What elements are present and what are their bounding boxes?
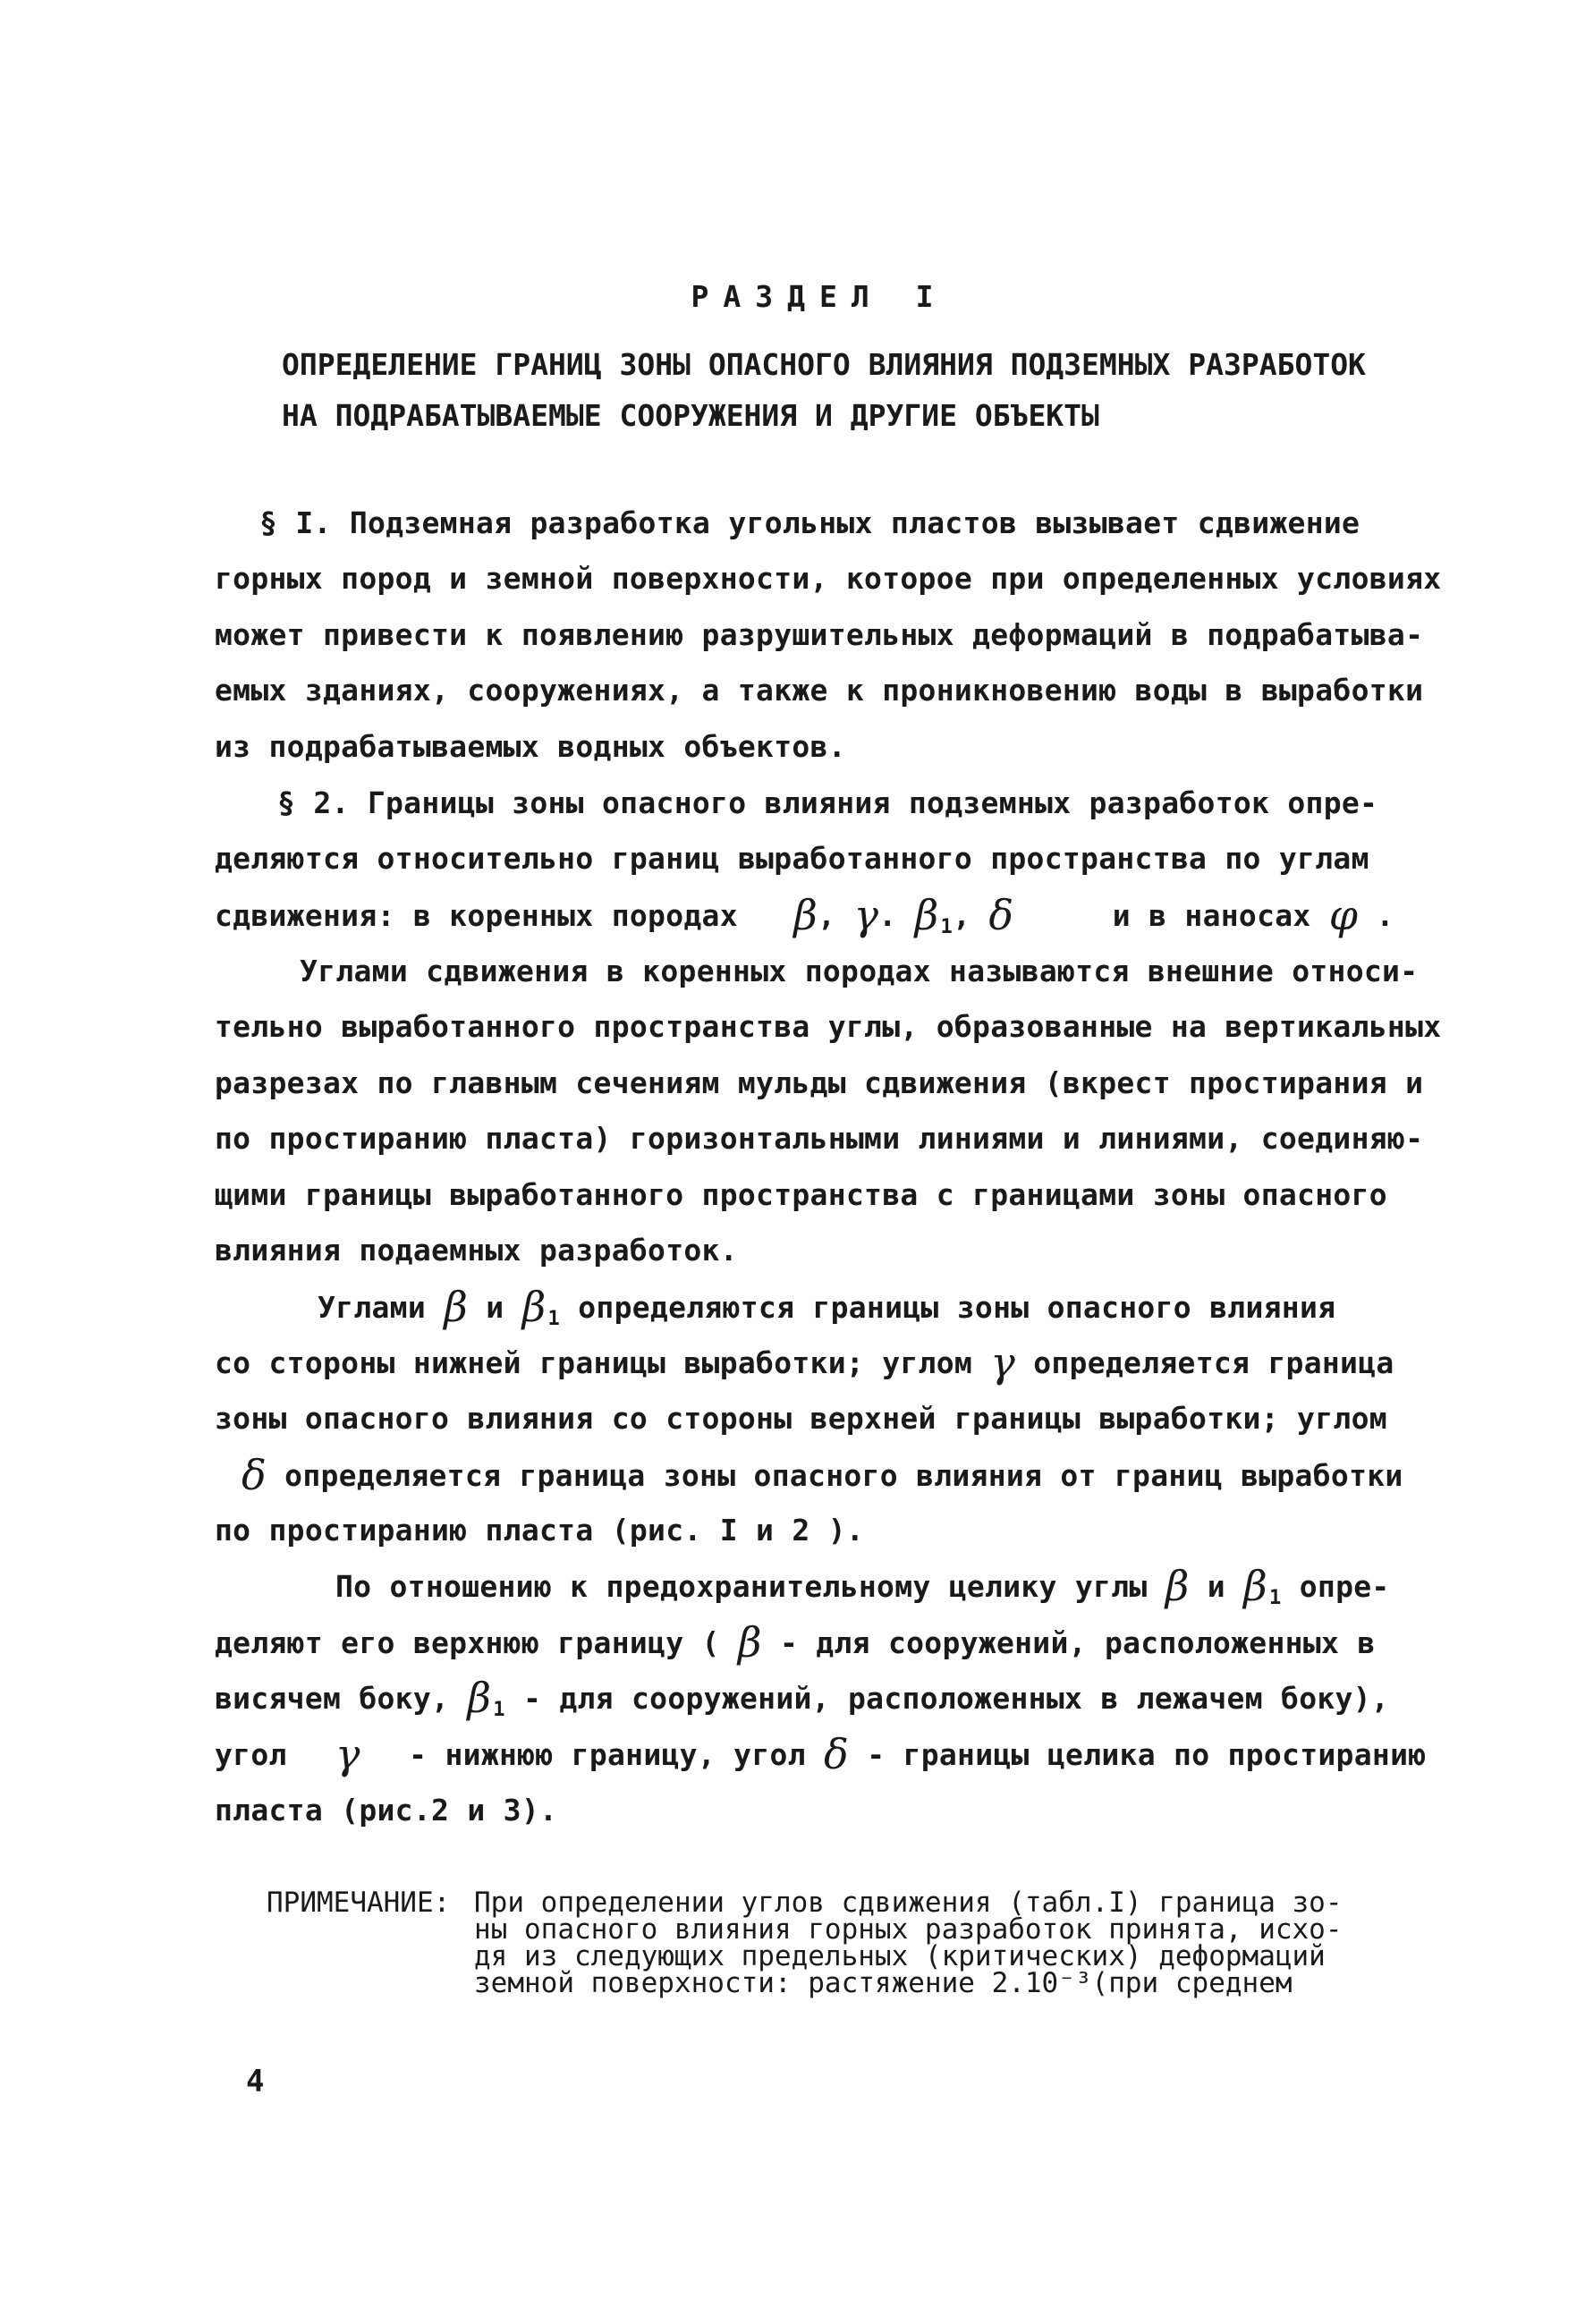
- beta-symbol: β: [444, 1283, 469, 1331]
- paragraph-1-line-1: § I. Подземная разработка угольных пластов вызывает сдвижение: [259, 505, 1360, 540]
- paragraph-3-line-6: влияния подаемных разработок.: [215, 1233, 738, 1268]
- paragraph-5-line-3: [215, 1674, 1390, 1728]
- paragraph-3-line-4: по простиранию пласта) горизонтальными линиями и линиями, соединяю-: [215, 1121, 1424, 1156]
- beta1-symbol: β: [914, 891, 939, 939]
- text-fragment: определяется граница зоны опасного влияния от границ выработки: [284, 1458, 1403, 1493]
- text-fragment: - границы целика по простиранию: [867, 1737, 1427, 1772]
- paragraph-3-line-1: Углами сдвижения в коренных породах называются внешние относи-: [300, 954, 1419, 988]
- text-fragment: и в наносах: [1112, 898, 1311, 933]
- paragraph-1-line-3: может привести к появлению разрушительных деформаций в подрабатыва-: [215, 617, 1424, 652]
- note-line-4: земной поверхности: растяжение 2.10⁻³(при среднем: [474, 1967, 1293, 1999]
- paragraph-4-line-2: [215, 1338, 1394, 1387]
- text-fragment: со стороны нижней границы выработки; углом: [215, 1345, 973, 1380]
- beta1-symbol: β: [521, 1283, 547, 1331]
- beta1-subscript: 1: [940, 916, 954, 938]
- dot: .: [878, 898, 897, 933]
- note-line-2: ны опасного влияния горных разработок принята, исхо-: [474, 1913, 1343, 1946]
- paragraph-5-line-4: [215, 1730, 1427, 1778]
- delta-symbol: δ: [824, 1730, 850, 1778]
- paragraph-2-line-2: деляются относительно границ выработанного пространства по углам: [215, 841, 1369, 876]
- text-fragment: угол: [215, 1737, 287, 1772]
- comma: ,: [818, 898, 836, 933]
- beta-symbol: β: [737, 1618, 762, 1667]
- beta1-subscript: 1: [547, 1308, 561, 1330]
- text-fragment: опре-: [1299, 1569, 1390, 1604]
- text-fragment: деляют его верхнюю границу (: [215, 1625, 720, 1660]
- paragraph-4-line-5: по простиранию пласта (рис. I и 2 ).: [215, 1513, 865, 1548]
- phi-symbol: φ: [1328, 891, 1359, 939]
- delta-symbol: δ: [242, 1451, 267, 1499]
- gamma-symbol: γ: [990, 1338, 1016, 1387]
- beta-symbol: β: [793, 891, 818, 939]
- paragraph-4-line-1: [318, 1283, 1336, 1337]
- text-fragment: определяются границы зоны опасного влияния: [578, 1290, 1336, 1325]
- page-number: 4: [246, 2064, 265, 2099]
- section-label: РАЗДЕЛ I: [691, 279, 948, 314]
- note-label: ПРИМЕЧАНИЕ:: [267, 1887, 451, 1919]
- paragraph-3-line-3: разрезах по главным сечениям мульды сдвижения (вкрест простирания и: [215, 1065, 1424, 1100]
- text-fragment: сдвижения: в коренных породах: [215, 898, 738, 933]
- note-line-3: дя из следующих предельных (критических) деформаций: [474, 1940, 1326, 1972]
- comma: ,: [953, 898, 971, 933]
- beta1-symbol: β: [1243, 1562, 1268, 1610]
- section-title-line-2: НА ПОДРАБАТЫВАЕМЫЕ СООРУЖЕНИЯ И ДРУГИЕ ОБЪЕКТЫ: [282, 398, 1099, 433]
- paragraph-2-line-3: [215, 891, 1394, 946]
- text-fragment: - для сооружений, расположенных в лежачем боку),: [522, 1681, 1390, 1716]
- text-fragment: висячем боку,: [215, 1681, 450, 1716]
- paragraph-2-line-1: § 2. Границы зоны опасного влияния подземных разработок опре-: [277, 785, 1378, 820]
- beta-symbol: β: [1165, 1562, 1190, 1610]
- beta1-subscript: 1: [1269, 1587, 1282, 1609]
- paragraph-1-line-5: из подрабатываемых водных объектов.: [215, 729, 846, 764]
- paragraph-4-line-4: [242, 1451, 1403, 1499]
- period: .: [1376, 898, 1394, 933]
- beta1-subscript: 1: [493, 1699, 505, 1721]
- text-fragment: - для сооружений, расположенных в: [779, 1625, 1376, 1660]
- paragraph-3-line-5: щими границы выработанного пространства с границами зоны опасного: [215, 1177, 1387, 1212]
- section-title-line-1: ОПРЕДЕЛЕНИЕ ГРАНИЦ ЗОНЫ ОПАСНОГО ВЛИЯНИЯ ПОДЗЕМНЫХ РАЗРАБОТОК: [282, 347, 1366, 382]
- delta-symbol: δ: [988, 891, 1014, 939]
- paragraph-3-line-2: тельно выработанного пространства углы, образованные на вертикальных: [215, 1009, 1442, 1044]
- gamma-symbol: γ: [853, 891, 879, 939]
- paragraph-1-line-4: емых зданиях, сооружениях, а также к проникновению воды в выработки: [215, 673, 1424, 708]
- text-fragment: и: [1207, 1569, 1225, 1604]
- paragraph-5-line-5: пласта (рис.2 и 3).: [215, 1793, 558, 1828]
- beta1-symbol: β: [467, 1674, 492, 1722]
- text-fragment: Углами: [318, 1290, 427, 1325]
- note-line-1: При определении углов сдвижения (табл.I) граница зо-: [474, 1887, 1343, 1919]
- paragraph-4-line-3: зоны опасного влияния со стороны верхней границы выработки; углом: [215, 1401, 1387, 1436]
- paragraph-1-line-2: горных пород и земной поверхности, которое при определенных условиях: [215, 561, 1442, 596]
- text-fragment: По отношению к предохранительному целику углы: [335, 1569, 1148, 1604]
- text-fragment: и: [486, 1290, 504, 1325]
- text-fragment: - нижнюю границу, угол: [409, 1737, 806, 1772]
- gamma-symbol: γ: [335, 1730, 360, 1778]
- text-fragment: определяется граница: [1033, 1345, 1394, 1380]
- paragraph-5-line-1: [335, 1562, 1390, 1616]
- paragraph-5-line-2: [215, 1618, 1376, 1667]
